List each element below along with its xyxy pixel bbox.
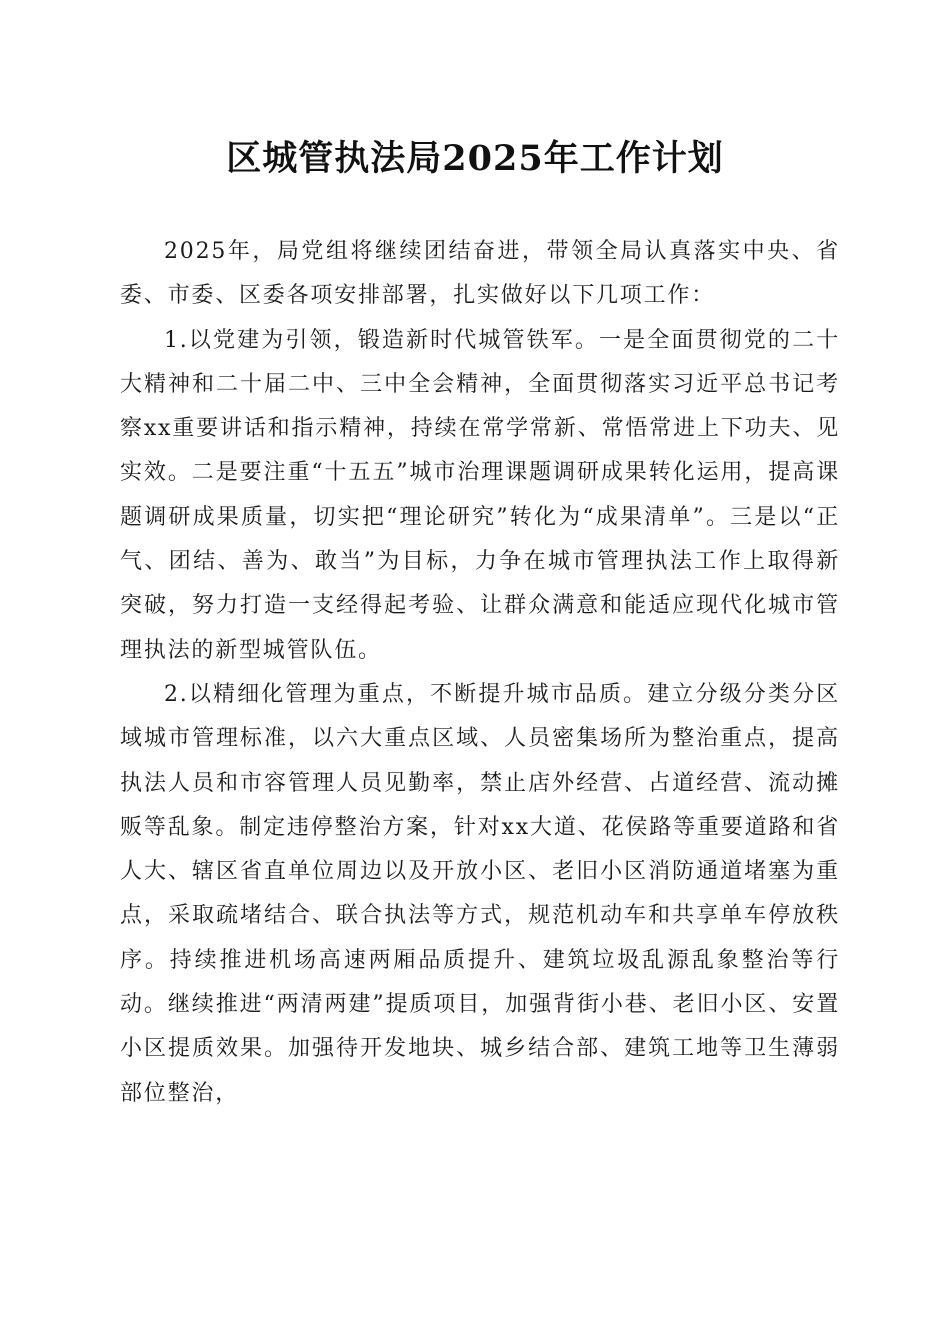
paragraph-item-1: 1.以党建为引领，锻造新时代城管铁军。一是全面贯彻党的二十大精神和二十届二中、三中全会精神，全面贯彻落实习近平总书记考察xx重要讲话和指示精神，持续在常学常新、常悟常进上下功夫、见实效。二是要注重“十五五”城市治理课题调研成果转化运用，提高课题调研成果质量，切实把“理论研究”转化为“成果清单”。三是以“正气、团结、善为、敢当”为目标，力争在城市管理执法工作上取得新突破，努力打造一支经得起考验、让群众满意和能适应现代化城市管理执法的新型城管队伍。 [120, 327, 840, 663]
paragraph-intro: 2025年，局党组将继续团结奋进，带领全局认真落实中央、省委、市委、区委各项安排部署，扎实做好以下几项工作： [120, 239, 840, 309]
document-body [120, 230, 840, 1116]
document-title: 区城管执法局2025年工作计划 [226, 138, 724, 179]
paragraph-item-2: 2.以精细化管理为重点，不断提升城市品质。建立分级分类分区域城市管理标准，以六大重点区域、人员密集场所为整治重点，提高执法人员和市容管理人员见勤率，禁止店外经营、占道经营、流动摊贩等乱象。制定违停整治方案，针对xx大道、花侯路等重要道路和省人大、辖区省直单位周边以及开放小区、老旧小区消防通道堵塞为重点，采取疏堵结合、联合执法等方式，规范机动车和共享单车停放秩序。持续推进机场高速两厢品质提升、建筑垃圾乱源乱象整治等行动。继续推进“两清两建”提质项目，加强背街小巷、老旧小区、安置小区提质效果。加强待开发地块、城乡结合部、建筑工地等卫生薄弱部位整治， [120, 681, 840, 1106]
